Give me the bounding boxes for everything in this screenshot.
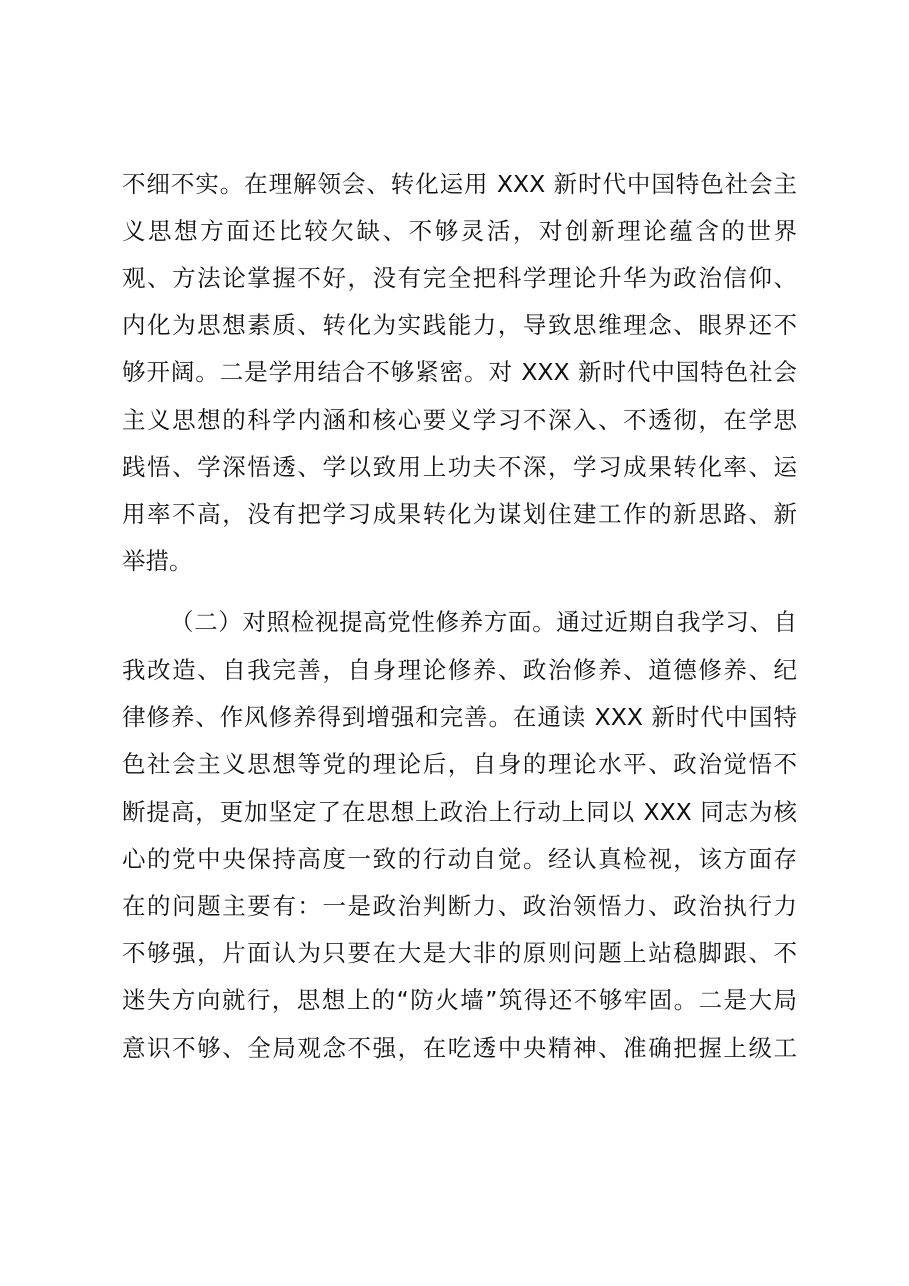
text-line: 我改造、自我完善，自身理论修养、政治修养、道德修养、纪 — [122, 656, 797, 684]
text-line: 意识不够、全局观念不强，在吃透中央精神、准确把握上级工 — [122, 1034, 797, 1062]
text-line: 不够强，片面认为只要在大是大非的原则问题上站稳脚跟、不 — [122, 939, 797, 967]
text-line: 迷失方向就行，思想上的“防火墙”筑得还不够牢固。二是大局 — [122, 986, 797, 1014]
text-line: 践悟、学深悟透、学以致用上功夫不深，学习成果转化率、运 — [122, 453, 797, 481]
text-line: 主义思想的科学内涵和核心要义学习不深入、不透彻，在学思 — [122, 406, 797, 434]
text-line: 断提高，更加坚定了在思想上政治上行动上同以 XXX 同志为核 — [122, 798, 797, 826]
text-line: 在的问题主要有：一是政治判断力、政治领悟力、政治执行力 — [122, 892, 797, 920]
text-line: 观、方法论掌握不好，没有完全把科学理论升华为政治信仰、 — [122, 264, 797, 292]
text-line: 义思想方面还比较欠缺、不够灵活，对创新理论蕴含的世界 — [122, 217, 797, 245]
text-line: 心的党中央保持高度一致的行动自觉。经认真检视，该方面存 — [122, 845, 797, 873]
text-line: 不细不实。在理解领会、转化运用 XXX 新时代中国特色社会主 — [122, 170, 797, 198]
text-line: 律修养、作风修养得到增强和完善。在通读 XXX 新时代中国特 — [122, 703, 797, 731]
text-line: 够开阔。二是学用结合不够紧密。对 XXX 新时代中国特色社会 — [122, 358, 797, 386]
text-line: 内化为思想素质、转化为实践能力，导致思维理念、眼界还不 — [122, 311, 797, 339]
paragraph-first-line: （二）对照检视提高党性修养方面。通过近期自我学习、自 — [170, 608, 797, 636]
text-line: 色社会主义思想等党的理论后，自身的理论水平、政治觉悟不 — [122, 750, 797, 778]
text-line: 举措。 — [122, 547, 193, 575]
text-line: 用率不高，没有把学习成果转化为谋划住建工作的新思路、新 — [122, 500, 797, 528]
